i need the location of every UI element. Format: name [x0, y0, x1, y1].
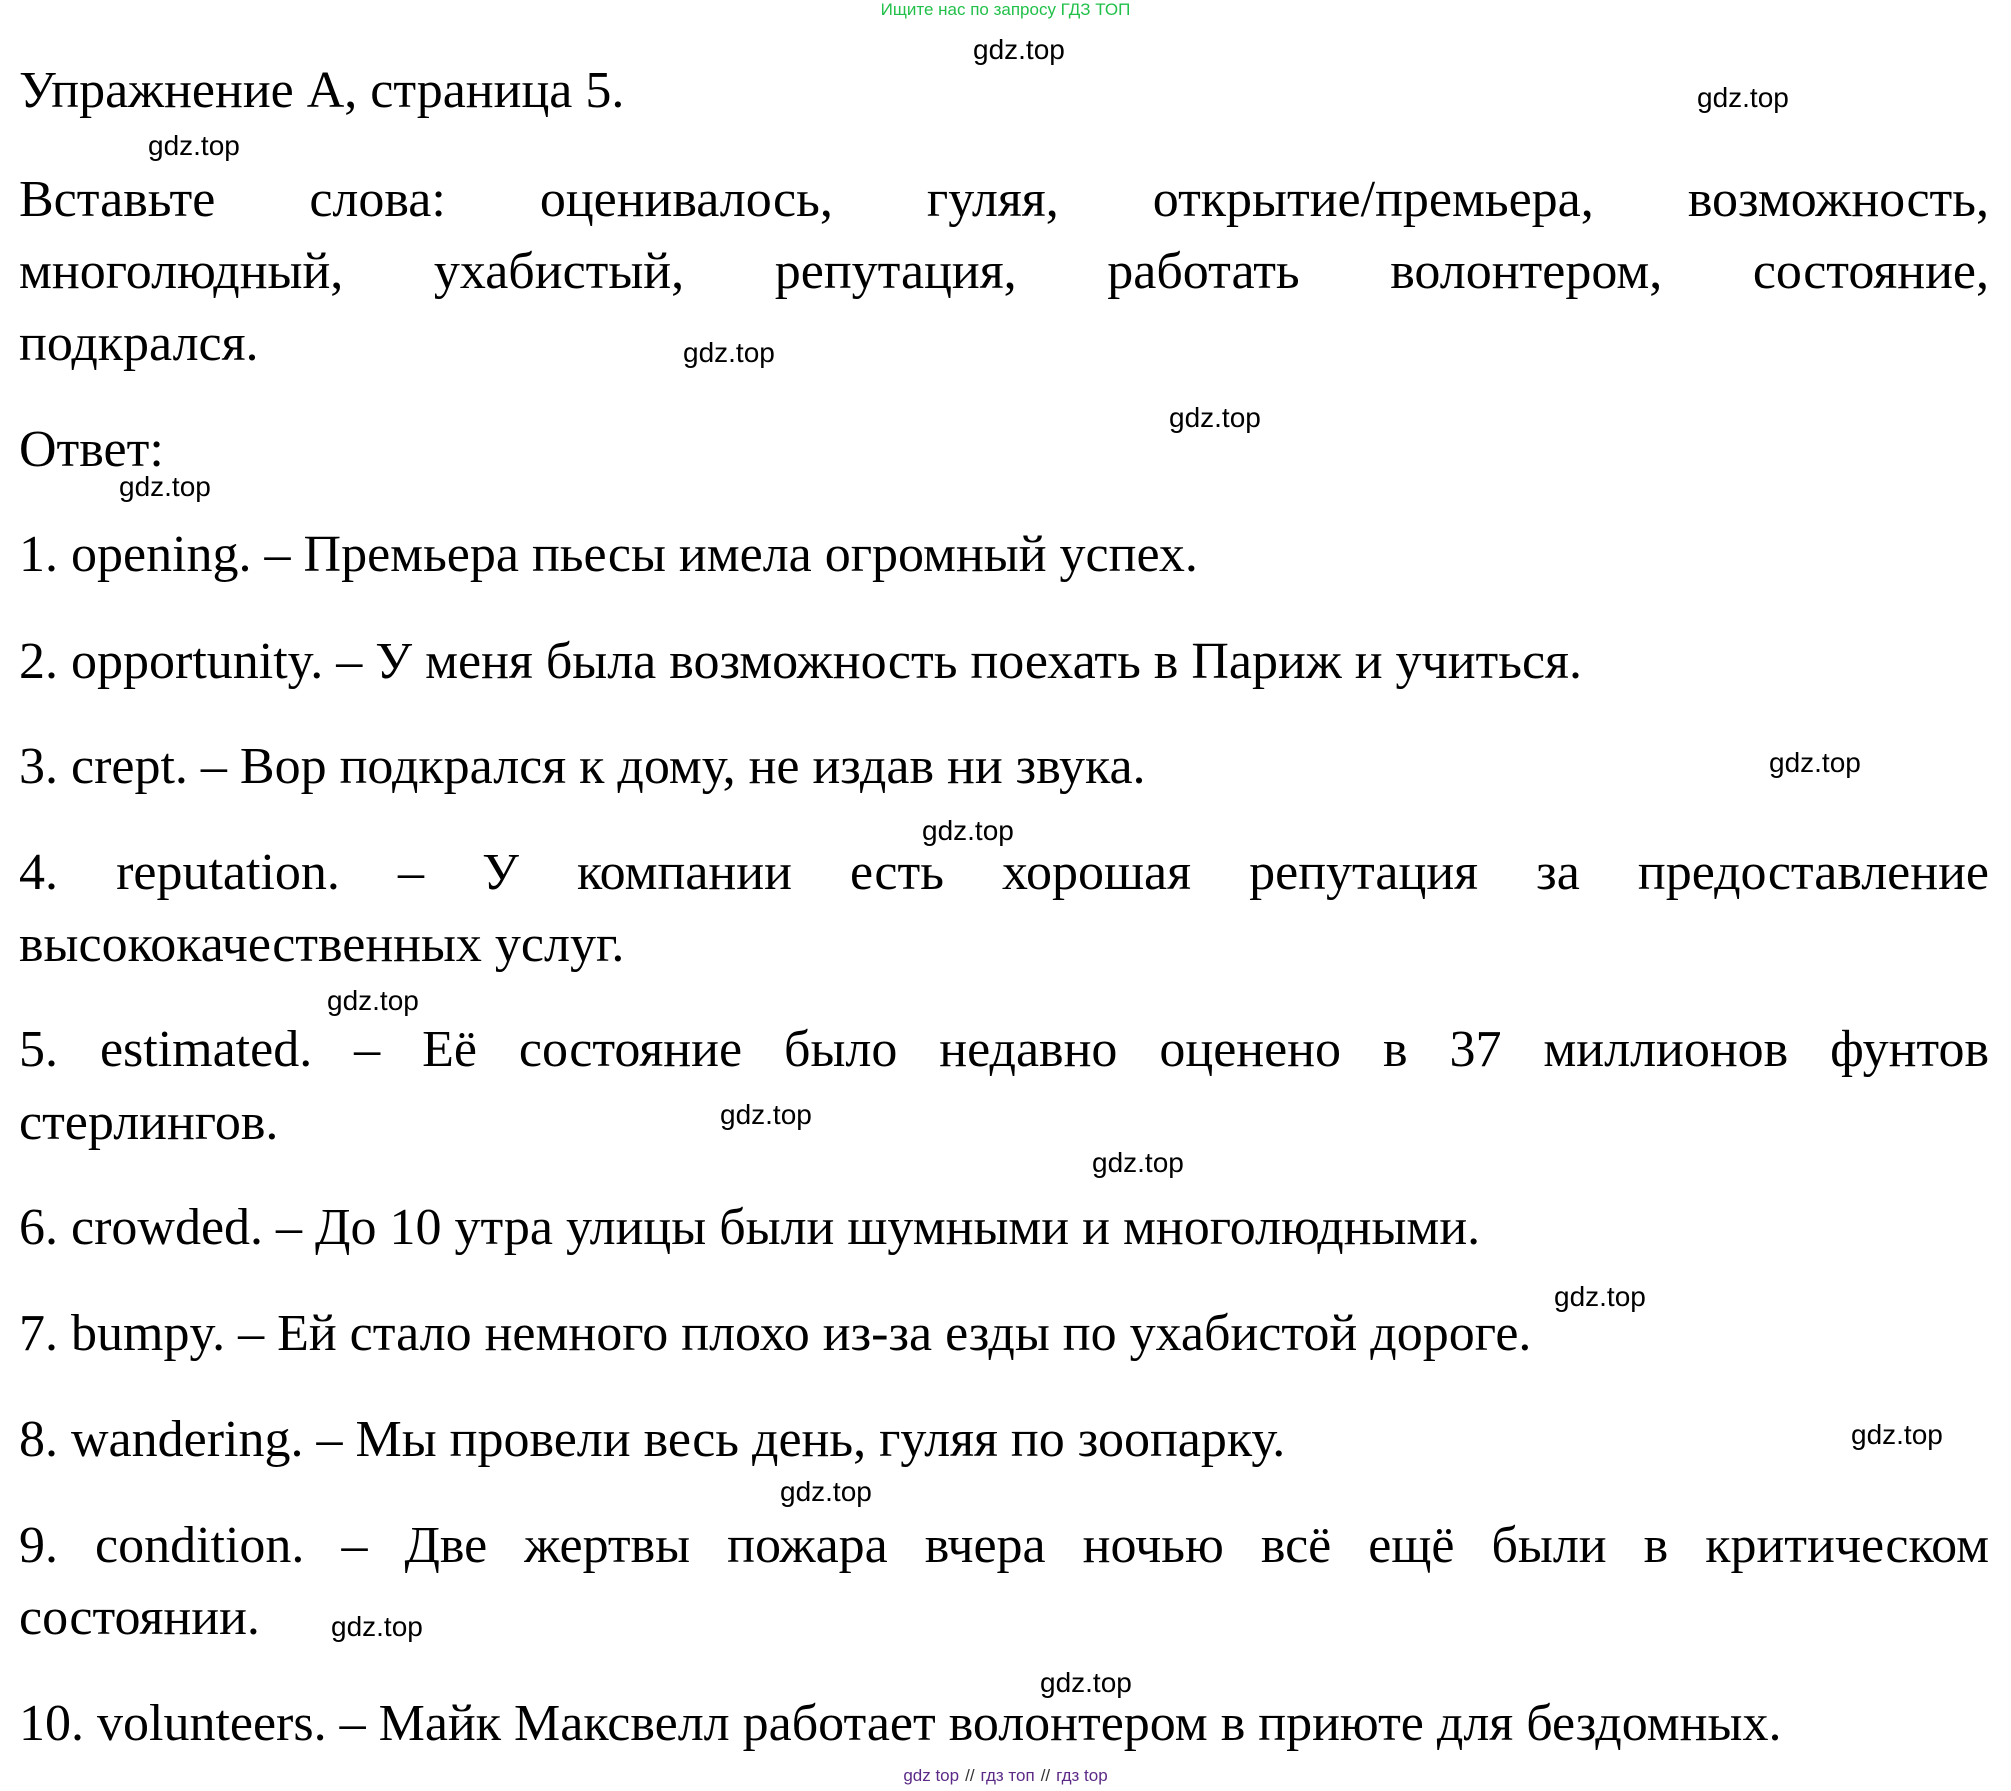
instruction-line: Вставьте слова: оценивалось, гуляя, открытие/премьера, возможность, [19, 171, 1989, 228]
answer-item-1: 1. opening. – Премьера пьесы имела огромный успех. [19, 526, 1198, 583]
watermark: gdz.top [720, 1099, 812, 1130]
answer-item-4-line-2: высококачественных услуг. [19, 916, 625, 973]
answer-item-2: 2. opportunity. – У меня была возможность поехать в Париж и учиться. [19, 633, 1582, 690]
instruction-line: многолюдный, ухабистый, репутация, работать волонтером, состояние, [19, 243, 1989, 300]
watermark: gdz.top [327, 985, 419, 1016]
footer-item: gdz top [903, 1766, 960, 1785]
watermark: gdz.top [1769, 747, 1861, 778]
watermark: gdz.top [922, 815, 1014, 846]
answer-item-10: 10. volunteers. – Майк Максвелл работает волонтером в приюте для бездомных. [19, 1695, 1782, 1752]
answer-item-5-line-1: 5. estimated. – Её состояние было недавно оценено в 37 миллионов фунтов [19, 1021, 1989, 1078]
watermark: gdz.top [1554, 1281, 1646, 1312]
watermark: gdz.top [780, 1476, 872, 1507]
footer-item: гдз топ [980, 1766, 1035, 1785]
watermark: gdz.top [148, 130, 240, 161]
answer-item-9-line-2: состоянии. [19, 1589, 260, 1646]
watermark: gdz.top [683, 337, 775, 368]
page-title: Упражнение A, страница 5. [19, 62, 625, 119]
footer-separator: // [1040, 1766, 1051, 1785]
watermark: gdz.top [1697, 82, 1789, 113]
footer [0, 1766, 2011, 1786]
watermark: gdz.top [973, 34, 1065, 65]
footer-item: гдз top [1056, 1766, 1108, 1785]
answer-label: Ответ: [19, 421, 164, 478]
watermark: gdz.top [119, 471, 211, 502]
watermark: gdz.top [331, 1611, 423, 1642]
answer-item-6: 6. crowded. – До 10 утра улицы были шумными и многолюдными. [19, 1199, 1481, 1256]
answer-item-4-line-1: 4. reputation. – У компании есть хорошая репутация за предоставление [19, 844, 1989, 901]
watermark: gdz.top [1851, 1419, 1943, 1450]
watermark: gdz.top [1092, 1147, 1184, 1178]
answer-item-7: 7. bumpy. – Ей стало немного плохо из-за езды по ухабистой дороге. [19, 1305, 1532, 1362]
answer-item-8: 8. wandering. – Мы провели весь день, гуляя по зоопарку. [19, 1411, 1286, 1468]
answer-item-5-line-2: стерлингов. [19, 1094, 279, 1151]
top-banner: Ищите нас по запросу ГДЗ ТОП [880, 0, 1131, 19]
watermark: gdz.top [1169, 402, 1261, 433]
answer-item-9-line-1: 9. condition. – Две жертвы пожара вчера ночью всё ещё были в критическом [19, 1517, 1989, 1574]
watermark: gdz.top [1040, 1667, 1132, 1698]
answer-item-3: 3. crept. – Вор подкрался к дому, не издав ни звука. [19, 738, 1146, 795]
footer-separator: // [965, 1766, 975, 1785]
instruction-line: подкрался. [19, 315, 259, 372]
